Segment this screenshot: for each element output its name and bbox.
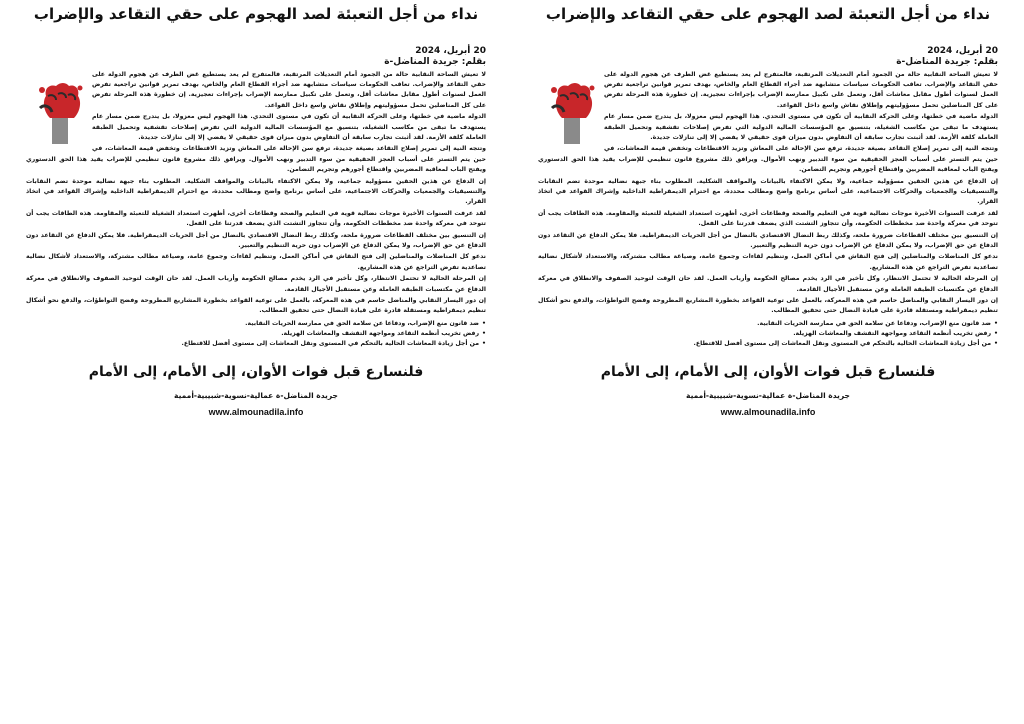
paragraph: إن المرحلة الحالية لا تحتمل الانتظار، وكل تأخير في الرد يخدم مصالح الحكومة وأرباب العمل. لقد حان الوقت لتوحيد الصفوف والانطلاق في معركة الدفاع عن مكتسبات الطبقة العاملة وعن مستقبل الأجيال القادمة. <box>26 275 486 293</box>
page-title: نداء من أجل التعبئة لصد الهجوم على حقي التقاعد والإضراب <box>33 5 479 23</box>
slogan: فلنسارع قبل فوات الأوان، إلى الأمام، إلى الأمام <box>600 363 936 380</box>
paragraph: الدولة ماضية في خطتها، وعلى الحركة النقابية أن تكون في مستوى التحدي. هذا الهجوم ليس معزولا، بل يندرج ضمن مسار عام يستهدف ما تبقى من مكاسب الشغيلة، بتنسيق مع المؤسسات المالية الدولية التي تفرض إصلاحات تقشفية وتحميل الطبقة العاملة كلفة الأزمة. لقد أثبتت تجارب سابقة أن التفاوض بدون ميزان قوى حقيقي لا يفضي إلا إلى تنازلات جديدة. <box>604 113 998 141</box>
list-item: • ضد قانون منع الإضراب، ودفاعا عن سلامة الحق في ممارسة الحريات النقابية. <box>538 319 998 329</box>
raised-fist-icon <box>546 78 600 144</box>
list-item: • من أجل زيادة المعاشات الحالية بالتحكم في المستوى ونقل المعاشات إلى مستوى أفضل للاقتطاع. <box>538 339 998 349</box>
paragraph: لا تعيش الساحة النقابية حالة من الجمود أمام التعديلات المرتقبة، فالمتفرج لم يعد يستطيع غض الطرف عن هجوم الدولة على حقي التقاعد والإضراب. تعاقب الحكومات سياسات متشابهة ضد أجراء القطاع العام والخاص، بهدف تمرير قوانين تراجعية تفرض العمل لسنوات أطول مقابل معاشات أقل، وتعمل على تكبيل ممارسة الإضراب بإجراءات تعجيزية. إن خطورة هذه المرحلة تفرض على كل المناضلين تحمل مسؤوليتهم وإطلاق نقاش واسع داخل القواعد. <box>604 71 998 109</box>
paragraph: ندعو كل المناضلات والمناضلين إلى فتح النقاش في أماكن العمل، وتنظيم لقاءات وجموع عامة، وصياغة مطالب مشتركة، والاستعداد لأشكال نضالية تصاعدية تفرض التراجع عن هذه المشاريع. <box>26 253 486 271</box>
paragraph: لقد عرفت السنوات الأخيرة موجات نضالية قوية في التعليم والصحة وقطاعات أخرى، أظهرت استعداد الشغيلة للتعبئة والمقاومة. هذه الطاقات يجب أن تتوحد في معركة واحدة ضد مخططات الحكومة، وأن تتجاوز التشتت الذي يضعف قدرتنا على الفعل. <box>538 209 998 227</box>
list-item: • ضد قانون منع الإضراب، ودفاعا عن سلامة الحق في ممارسة الحريات النقابية. <box>26 319 486 329</box>
article-meta <box>26 46 486 68</box>
footer-url[interactable]: www.almounadila.info <box>720 406 816 417</box>
paragraph: وتتجه النية إلى تمرير إصلاح التقاعد بصيغة جديدة، ترفع سن الإحالة على المعاش وتزيد الاقتطاعات وتخفض قيمة المعاشات، في حين يتم التستر على أسباب العجز الحقيقية من سوء التدبير ونهب الأموال. ويرافق ذلك مشروع قانون تنظيمي للإضراب يقيد هذا الحق الدستوري ويفتح الباب لمعاقبة المضربين واقتطاع أجورهم وتجريم التضامن. <box>538 145 998 173</box>
article-body <box>538 70 998 349</box>
raised-fist-icon <box>34 78 88 144</box>
paragraph: ندعو كل المناضلات والمناضلين إلى فتح النقاش في أماكن العمل، وتنظيم لقاءات وجموع عامة، وصياغة مطالب مشتركة، والاستعداد لأشكال نضالية تصاعدية تفرض التراجع عن هذه المشاريع. <box>538 253 998 271</box>
footer-publication: جريدة المناضل-ة عمالية-نسوية-شبيبية-أممية <box>174 390 338 400</box>
article-date: 20 أبريل، 2024 <box>927 46 998 56</box>
demands-list <box>26 319 486 349</box>
list-item: • من أجل زيادة المعاشات الحالية بالتحكم في المستوى ونقل المعاشات إلى مستوى أفضل للاقتطاع. <box>26 339 486 349</box>
article-date: 20 أبريل، 2024 <box>415 46 486 56</box>
page-title: نداء من أجل التعبئة لصد الهجوم على حقي التقاعد والإضراب <box>545 5 991 23</box>
paragraph: لقد عرفت السنوات الأخيرة موجات نضالية قوية في التعليم والصحة وقطاعات أخرى، أظهرت استعداد الشغيلة للتعبئة والمقاومة. هذه الطاقات يجب أن تتوحد في معركة واحدة ضد مخططات الحكومة، وأن تتجاوز التشتت الذي يضعف قدرتنا على الفعل. <box>26 209 486 227</box>
paragraph: إن التنسيق بين مختلف القطاعات ضرورة ملحة، وكذلك ربط النضال الاقتصادي بالنضال من أجل الحريات الديمقراطية. فلا يمكن الدفاع عن التقاعد دون الدفاع عن حق الإضراب، ولا يمكن الدفاع عن الإضراب دون حرية التنظيم والتعبير. <box>538 231 998 249</box>
article-meta <box>538 46 998 68</box>
paragraph: إن المرحلة الحالية لا تحتمل الانتظار، وكل تأخير في الرد يخدم مصالح الحكومة وأرباب العمل. لقد حان الوقت لتوحيد الصفوف والانطلاق في معركة الدفاع عن مكتسبات الطبقة العاملة وعن مستقبل الأجيال القادمة. <box>538 275 998 293</box>
page-right <box>512 0 1024 724</box>
paragraph: إن التنسيق بين مختلف القطاعات ضرورة ملحة، وكذلك ربط النضال الاقتصادي بالنضال من أجل الحريات الديمقراطية. فلا يمكن الدفاع عن التقاعد دون الدفاع عن حق الإضراب، ولا يمكن الدفاع عن الإضراب دون حرية التنظيم والتعبير. <box>26 231 486 249</box>
article-byline: بقلم: جريدة المناضل-ة <box>384 57 486 67</box>
footer-url[interactable]: www.almounadila.info <box>208 406 304 417</box>
article-body <box>26 70 486 349</box>
list-item: • رفض تخريب أنظمة التقاعد ومواجهة التقشف والمعاشات الهزيلة. <box>538 329 998 339</box>
paragraph: إن دور اليسار النقابي والمناضل حاسم في هذه المعركة، بالعمل على توعية القواعد بخطورة المشاريع المطروحة وفضح التواطؤات، والدفع نحو أشكال تنظيم ديمقراطية ومستقلة قادرة على قيادة النضال حتى تحقيق المطالب. <box>538 297 998 315</box>
paragraph: وتتجه النية إلى تمرير إصلاح التقاعد بصيغة جديدة، ترفع سن الإحالة على المعاش وتزيد الاقتطاعات وتخفض قيمة المعاشات، في حين يتم التستر على أسباب العجز الحقيقية من سوء التدبير ونهب الأموال. ويرافق ذلك مشروع قانون تنظيمي للإضراب يقيد هذا الحق الدستوري ويفتح الباب لمعاقبة المضربين واقتطاع أجورهم وتجريم التضامن. <box>26 145 486 173</box>
list-item: • رفض تخريب أنظمة التقاعد ومواجهة التقشف والمعاشات الهزيلة. <box>26 329 486 339</box>
paragraph: الدولة ماضية في خطتها، وعلى الحركة النقابية أن تكون في مستوى التحدي. هذا الهجوم ليس معزولا، بل يندرج ضمن مسار عام يستهدف ما تبقى من مكاسب الشغيلة، بتنسيق مع المؤسسات المالية الدولية التي تفرض إصلاحات تقشفية وتحميل الطبقة العاملة كلفة الأزمة. لقد أثبتت تجارب سابقة أن التفاوض بدون ميزان قوى حقيقي لا يفضي إلا إلى تنازلات جديدة. <box>92 113 486 141</box>
slogan: فلنسارع قبل فوات الأوان، إلى الأمام، إلى الأمام <box>88 363 424 380</box>
paragraph: إن الدفاع عن هذين الحقين مسؤولية جماعية، ولا يمكن الاكتفاء بالبيانات والمواقف الشكلية. المطلوب بناء جبهة نضالية موحدة تضم النقابات والتنسيقيات والجمعيات والحركات الاجتماعية، على أساس برنامج واضح ومطالب محددة، مع احترام الديمقراطية الداخلية وإشراك القواعد في اتخاذ القرار. <box>538 177 998 205</box>
article-byline: بقلم: جريدة المناضل-ة <box>896 57 998 67</box>
demands-list <box>538 319 998 349</box>
paragraph: إن دور اليسار النقابي والمناضل حاسم في هذه المعركة، بالعمل على توعية القواعد بخطورة المشاريع المطروحة وفضح التواطؤات، والدفع نحو أشكال تنظيم ديمقراطية ومستقلة قادرة على قيادة النضال حتى تحقيق المطالب. <box>26 297 486 315</box>
paragraph: إن الدفاع عن هذين الحقين مسؤولية جماعية، ولا يمكن الاكتفاء بالبيانات والمواقف الشكلية. المطلوب بناء جبهة نضالية موحدة تضم النقابات والتنسيقيات والجمعيات والحركات الاجتماعية، على أساس برنامج واضح ومطالب محددة، مع احترام الديمقراطية الداخلية وإشراك القواعد في اتخاذ القرار. <box>26 177 486 205</box>
paragraph: لا تعيش الساحة النقابية حالة من الجمود أمام التعديلات المرتقبة، فالمتفرج لم يعد يستطيع غض الطرف عن هجوم الدولة على حقي التقاعد والإضراب. تعاقب الحكومات سياسات متشابهة ضد أجراء القطاع العام والخاص، بهدف تمرير قوانين تراجعية تفرض العمل لسنوات أطول مقابل معاشات أقل، وتعمل على تكبيل ممارسة الإضراب بإجراءات تعجيزية. إن خطورة هذه المرحلة تفرض على كل المناضلين تحمل مسؤوليتهم وإطلاق نقاش واسع داخل القواعد. <box>92 71 486 109</box>
footer-publication: جريدة المناضل-ة عمالية-نسوية-شبيبية-أممية <box>686 390 850 400</box>
